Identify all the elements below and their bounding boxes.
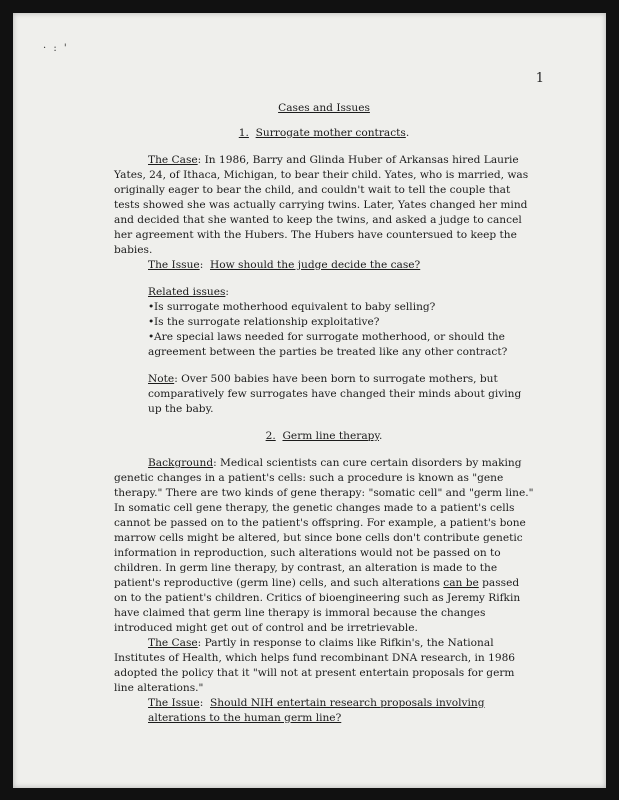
underlined-phrase: can be — [443, 577, 479, 589]
section-1-issue: The Issue: How should the judge decide the case? — [148, 259, 421, 271]
title-text: Cases and Issues — [278, 102, 370, 114]
section-1-title: Surrogate mother contracts — [255, 127, 406, 139]
section-2-heading: 2. Germ line therapy. — [265, 430, 383, 442]
document-body — [114, 101, 534, 726]
note-text: : Over 500 babies have been born to surrogate mothers, but comparatively few surrogates have changed their minds about giving up the baby. — [148, 373, 522, 415]
page-number: 1 — [535, 71, 544, 86]
related-issues-heading: Related issues: — [148, 286, 229, 298]
case-text: : In 1986, Barry and Glinda Huber of Arkansas hired Laurie Yates, 24, of Ithaca, Michigan, to bear their child. Yates, who is married, was originally eager to bear the child, and couldn't wait to tell the couple that tests showed she was actually carrying twins. Later, Yates changed her mind and decided that she wanted to keep the twins, and asked a judge to cancel her agreement with the Hubers. The Hubers have countersued to keep the babies. — [114, 154, 529, 256]
related-item: •Is surrogate motherhood equivalent to baby selling? — [148, 301, 436, 313]
section-2-title: Germ line therapy — [282, 430, 380, 442]
issue-label: The Issue — [148, 697, 200, 709]
section-2-number: 2. — [265, 430, 276, 442]
section-2-case — [114, 636, 534, 696]
issue-label: The Issue — [148, 259, 200, 271]
section-1-heading: 1. Surrogate mother contracts. — [238, 127, 410, 139]
document-page — [13, 13, 606, 788]
case-text: : Partly in response to claims like Rifkin's, the National Institutes of Health, which helps fund recombinant DNA research, in 1986 adopted the policy that it "will not at present entertain proposals for germ line alterations." — [114, 637, 516, 694]
issue-text: How should the judge decide the case? — [210, 259, 421, 271]
scan-specks: · : ' — [43, 43, 69, 54]
issue-text: Should NIH entertain research proposals involving alterations to the human germ line? — [148, 697, 485, 724]
background-label: Background — [148, 457, 214, 469]
section-2-background: Background: Medical scientists can cure certain disorders by making genetic changes in a patient's cells: such a procedure is known as "gene therapy." There are two kinds of gene therapy: "somatic cell" and "germ line." In somatic cell gene therapy, the genetic changes made to a patient's cells cannot be passed on to the patient's offspring. For example, a patient's bone marrow cells might be altered, but since bone cells don't contribute genetic information in reproduction, such alterations would not be passed on to children. In germ line therapy, by contrast, an alteration is made to the patient's reproductive (germ line) cells, and such alterations can be passed on to the patient's children. Critics of bioengineering such as Jeremy Rifkin have claimed that germ line therapy is immoral because the changes introduced might get out of control and be irretrievable. — [114, 457, 534, 634]
section-2-issue: The Issue: Should NIH entertain research proposals involving alterations to the human germ line? — [148, 697, 485, 724]
note-label: Note — [148, 373, 175, 385]
case-label: The Case — [148, 637, 198, 649]
section-1-note — [114, 372, 534, 417]
section-1-case — [114, 153, 534, 258]
case-label: The Case — [148, 154, 198, 166]
related-label: Related issues — [148, 286, 226, 298]
related-item: •Is the surrogate relationship exploitative? — [148, 316, 380, 328]
document-title — [114, 101, 534, 116]
related-item: •Are special laws needed for surrogate motherhood, or should the agreement between the parties be treated like any other contract? — [148, 331, 508, 358]
section-1-number: 1. — [238, 127, 249, 139]
